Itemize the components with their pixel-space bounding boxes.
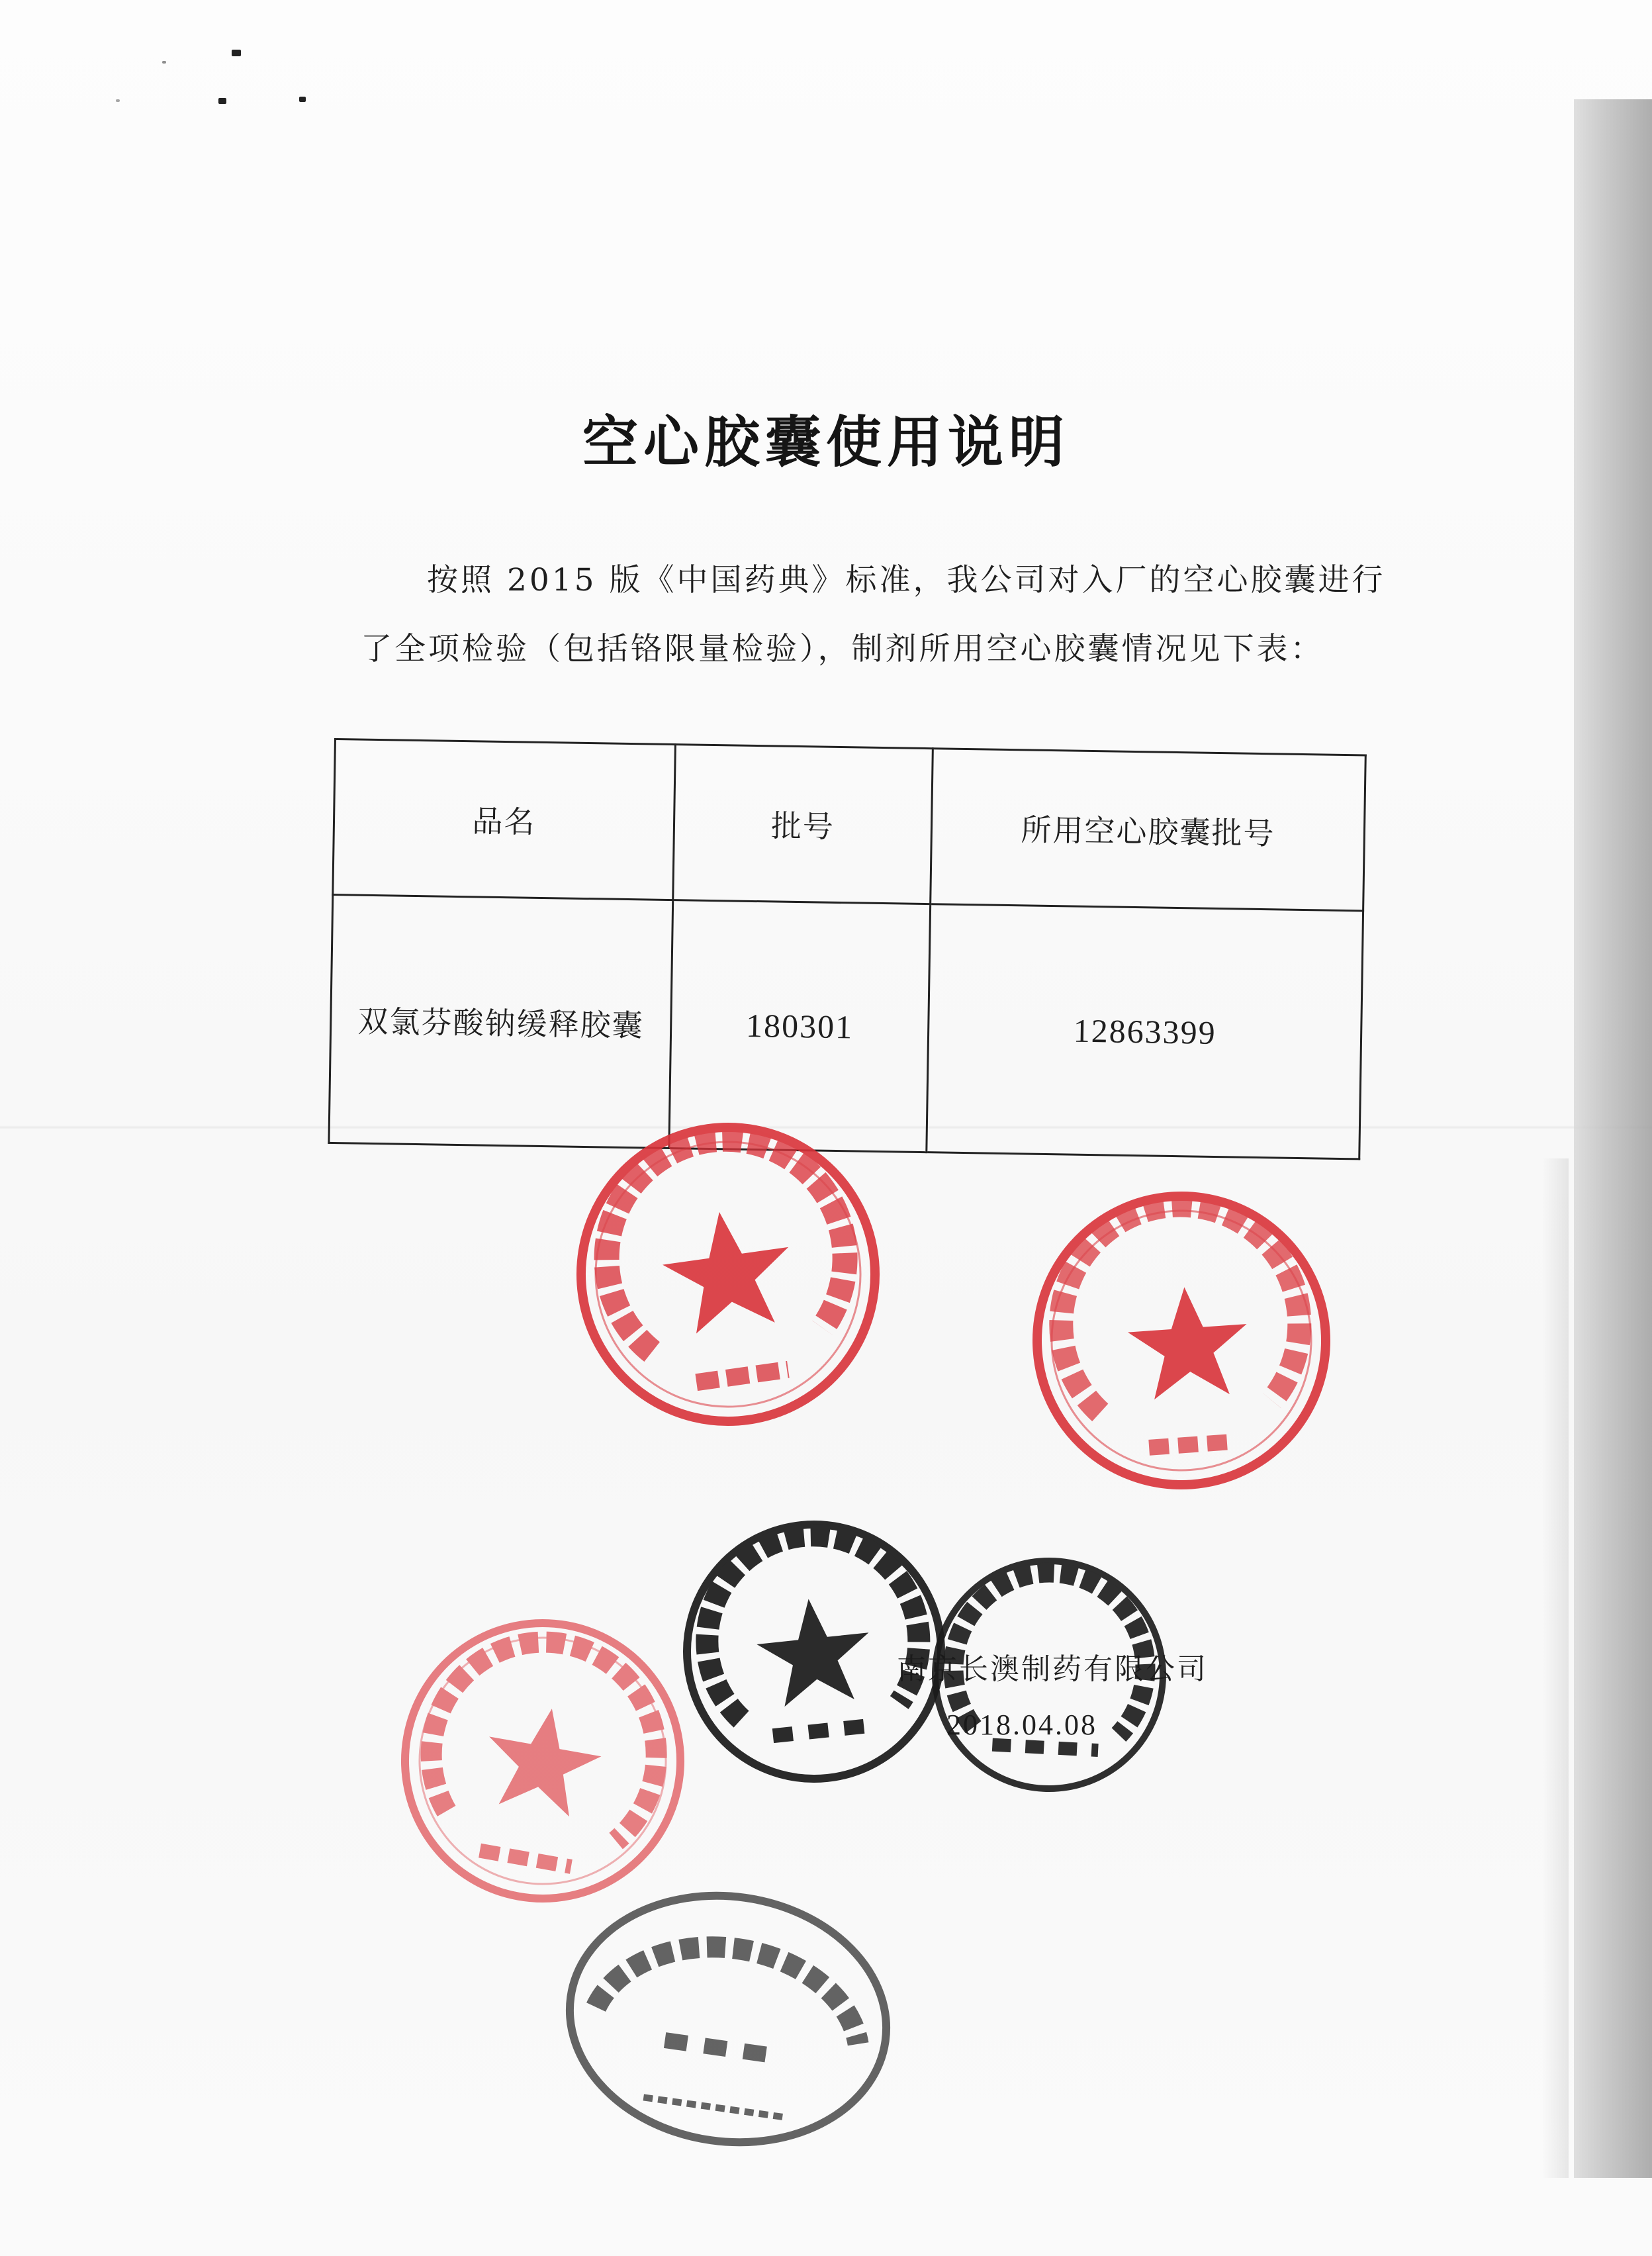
- scan-speck: [116, 99, 120, 102]
- scan-speck: [299, 97, 306, 102]
- gray-oval-stamp: [556, 1880, 900, 2158]
- red-seal-stamp-1: [569, 1115, 887, 1433]
- paragraph-line-2: 了全项检验（包括铬限量检验），制剂所用空心胶囊情况见下表：: [361, 631, 1324, 667]
- black-seal-stamp-2: [923, 1549, 1175, 1801]
- scan-edge-shadow-inner: [1542, 1158, 1569, 2178]
- scan-speck: [162, 61, 166, 64]
- red-seal-stamp-2: [1023, 1182, 1340, 1499]
- scan-speck: [232, 50, 241, 56]
- capsule-table-wrapper: [328, 738, 1366, 1154]
- document-paragraph: [361, 546, 1393, 684]
- capsule-table: [328, 738, 1366, 1160]
- paragraph-line-1: 按照 2015 版《中国药典》标准，我公司对入厂的空心胶囊进行: [427, 562, 1386, 598]
- table-header-cell: 批号: [673, 745, 933, 904]
- table-cell: 双氯芬酸钠缓释胶囊: [329, 894, 673, 1148]
- black-seal-stamp-1: [675, 1513, 953, 1791]
- pink-seal-stamp: [390, 1609, 695, 1913]
- table-header-cell: 品名: [333, 739, 675, 900]
- signature-company: 南京长澳制药有限公司: [897, 1652, 1208, 1686]
- table-cell: 180301: [669, 900, 931, 1152]
- signature-date: 2018.04.08: [946, 1709, 1097, 1741]
- scan-speck: [218, 98, 226, 104]
- document-title: 空心胶囊使用说明: [582, 410, 1070, 475]
- table-header-cell: 所用空心胶囊批号: [931, 749, 1366, 911]
- table-cell: 12863399: [927, 904, 1363, 1159]
- table-header-row: [333, 739, 1365, 911]
